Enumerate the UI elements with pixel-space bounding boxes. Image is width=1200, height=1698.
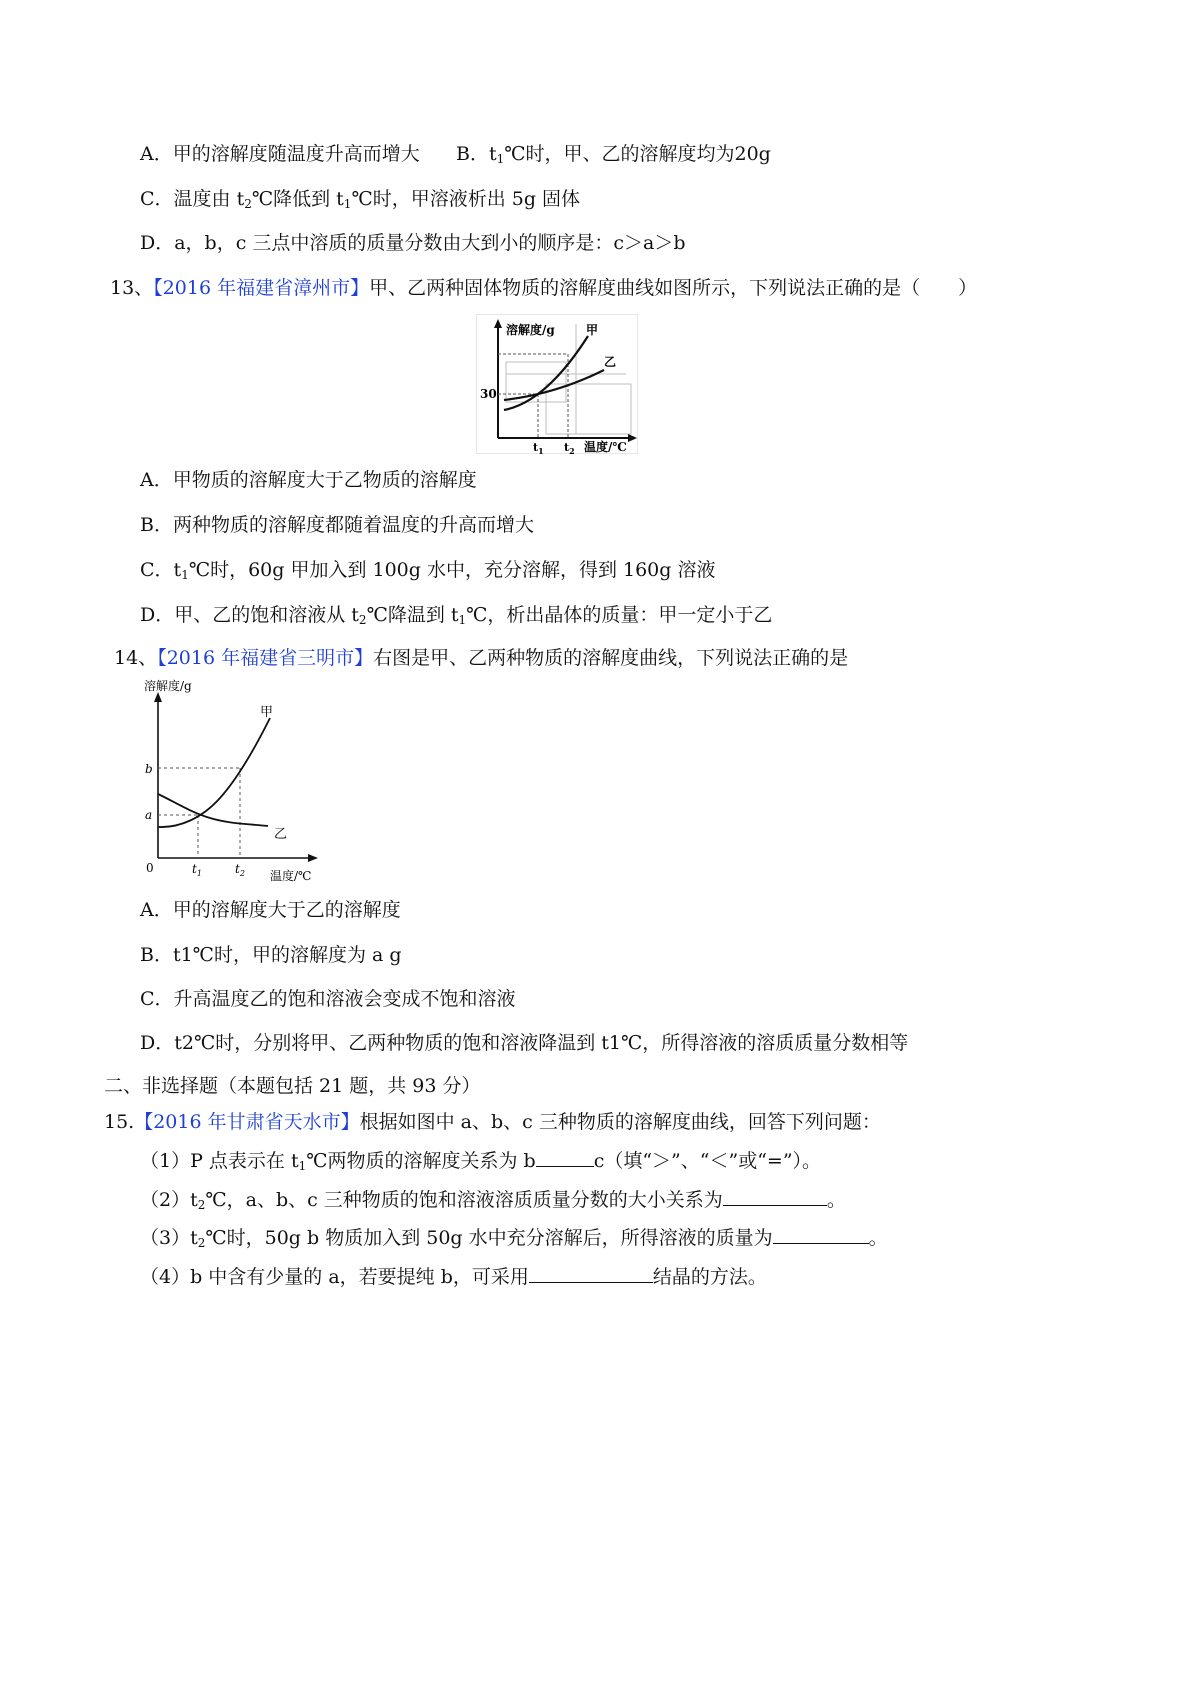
- q15-s2-pre: （2）t: [140, 1189, 198, 1211]
- q12-option-d: [140, 231, 686, 255]
- q12-option-a: [140, 142, 420, 166]
- q14-label-yi: 乙: [274, 827, 288, 842]
- q12-c-sub2: 1: [343, 197, 352, 211]
- q13-xtick-t1-sub: 1: [538, 446, 544, 454]
- q14-origin: 0: [146, 861, 154, 875]
- q14-xtick-t2-sub: 2: [239, 869, 245, 878]
- q15-s2-post: ℃，a、b、c 三种物质的饱和溶液溶质质量分数的大小关系为: [205, 1189, 723, 1211]
- q13-xtick-t2-main: t: [564, 441, 570, 454]
- q14-xtick-t1-sub: 1: [196, 869, 202, 878]
- q13-c-pre: C．t: [140, 559, 182, 581]
- q13-option-d: [140, 603, 772, 627]
- q13-stem-text: 甲、乙两种固体物质的溶解度曲线如图所示，下列说法正确的是（ ）: [369, 277, 978, 299]
- q13-source: 【2016 年福建省漳州市】: [153, 277, 370, 299]
- q15-s1-answer-blank[interactable]: [536, 1148, 594, 1167]
- q15-subquestion-1: [140, 1148, 821, 1173]
- q13-d-pre: D．甲、乙的饱和溶液从 t: [140, 604, 359, 626]
- q13-option-b: [140, 513, 534, 537]
- q14-stem: [114, 646, 848, 670]
- q15-s2-sub: 2: [197, 1198, 206, 1212]
- q12-option-b: [456, 142, 771, 166]
- q13-option-c: [140, 558, 715, 582]
- q13-d-mid: ℃降温到 t: [366, 604, 459, 626]
- q12-option-c: [140, 187, 580, 211]
- q14-option-a: [140, 898, 401, 922]
- q14-option-b-text: B．t1℃时，甲的溶解度为 a g: [140, 944, 402, 966]
- q14-solubility-figure: [140, 678, 330, 884]
- q15-number: 15.: [104, 1111, 135, 1133]
- q13-ylabel: 溶解度/g: [506, 323, 555, 337]
- q14-y-arrow: [154, 692, 162, 702]
- q15-s4-pre: （4）b 中含有少量的 a，若要提纯 b，可采用: [140, 1266, 529, 1288]
- q13-c-post: ℃时，60g 甲加入到 100g 水中，充分溶解，得到 160g 溶液: [188, 559, 716, 581]
- section-2-heading-text: 二、非选择题（本题包括 21 题，共 93 分）: [104, 1075, 481, 1097]
- q14-curve-jia: [158, 718, 270, 827]
- q13-stem: [110, 276, 977, 300]
- q12-b-sub: 1: [496, 152, 505, 166]
- q12-b-post: ℃时，甲、乙的溶解度均为20g: [504, 143, 771, 165]
- q14-option-d-text: D．t2℃时，分别将甲、乙两种物质的饱和溶液降温到 t1℃，所得溶液的溶质质量分数相等: [140, 1032, 909, 1054]
- q14-ytick-b: b: [145, 762, 153, 776]
- q14-xtick-t1-main: t: [192, 862, 197, 876]
- q14-stem-text: 右图是甲、乙两种物质的溶解度曲线，下列说法正确的是: [373, 647, 849, 669]
- q15-s4-post: 结晶的方法。: [652, 1266, 767, 1288]
- q14-source: 【2016 年福建省三明市】: [157, 647, 374, 669]
- q15-source: 【2016 年甘肃省天水市】: [134, 1111, 360, 1133]
- q14-number: 14、: [114, 647, 158, 669]
- q15-subquestion-2: [140, 1187, 846, 1212]
- q13-d-sub2: 1: [458, 613, 467, 627]
- q13-option-b-text: B．两种物质的溶解度都随着温度的升高而增大: [140, 514, 534, 536]
- q15-s1-pre: （1）P 点表示在 t: [140, 1150, 299, 1172]
- q14-option-b: [140, 943, 402, 967]
- q14-xtick-t2-main: t: [235, 862, 240, 876]
- q13-c-sub: 1: [181, 568, 189, 582]
- q14-label-jia: 甲: [260, 705, 274, 720]
- q15-stem-text: 根据如图中 a、b、c 三种物质的溶解度曲线，回答下列问题：: [359, 1111, 881, 1133]
- q15-s1-sub: 1: [298, 1159, 307, 1173]
- q13-label-jia: 甲: [586, 323, 599, 337]
- q14-curve-yi: [158, 794, 268, 826]
- q14-option-c-text: C．升高温度乙的饱和溶液会变成不饱和溶液: [140, 988, 516, 1010]
- q13-xtick-t2-sub: 2: [569, 446, 575, 454]
- q13-option-a-text: A．甲物质的溶解度大于乙物质的溶解度: [140, 469, 477, 491]
- q14-x-arrow: [308, 854, 318, 862]
- q15-s3-sub: 2: [197, 1236, 206, 1250]
- q14-option-a-text: A．甲的溶解度大于乙的溶解度: [140, 899, 401, 921]
- q15-s1-post: c（填“＞”、“＜”或“=”）。: [593, 1150, 822, 1172]
- q14-ylabel: 溶解度/g: [144, 679, 192, 693]
- q15-s3-end: 。: [868, 1227, 888, 1249]
- q15-s4-answer-blank[interactable]: [529, 1264, 653, 1283]
- q12-c-mid: ℃降低到 t: [251, 188, 344, 210]
- q13-solubility-figure: [476, 314, 638, 454]
- q15-s1-mid: ℃两物质的溶解度关系为 b: [306, 1150, 536, 1172]
- q15-subquestion-4: [140, 1264, 767, 1289]
- q14-ytick-a: a: [145, 808, 153, 822]
- q12-c-post: ℃时，甲溶液析出 5g 固体: [351, 188, 581, 210]
- q12-b-pre: B．t: [456, 143, 497, 165]
- q12-c-pre: C．温度由 t: [140, 188, 245, 210]
- q13-number: 13、: [110, 277, 154, 299]
- q12-option-d-text: D．a，b，c 三点中溶质的质量分数由大到小的顺序是：c＞a＞b: [140, 232, 686, 254]
- q13-label-yi: 乙: [604, 355, 617, 369]
- q15-s3-answer-blank[interactable]: [773, 1225, 869, 1244]
- q13-ytick-30: 30: [480, 387, 497, 401]
- q14-option-c: [140, 987, 516, 1011]
- q13-d-post: ℃，析出晶体的质量：甲一定小于乙: [466, 604, 773, 626]
- q15-s3-post: ℃时，50g b 物质加入到 50g 水中充分溶解后，所得溶液的质量为: [205, 1227, 773, 1249]
- section-2-heading: [104, 1074, 481, 1098]
- q14-xtick-t1: [192, 862, 202, 878]
- q15-s2-end: 。: [826, 1189, 846, 1211]
- q13-option-a: [140, 468, 477, 492]
- q13-xlabel: 温度/℃: [584, 440, 627, 454]
- q14-xlabel: 温度/℃: [270, 869, 312, 883]
- q14-option-d: [140, 1031, 908, 1055]
- q15-s2-answer-blank[interactable]: [723, 1187, 827, 1206]
- q15-s3-pre: （3）t: [140, 1227, 198, 1249]
- q15-subquestion-3: [140, 1225, 888, 1250]
- q12-c-sub1: 2: [244, 197, 252, 211]
- q14-xtick-t2: [235, 862, 245, 878]
- q13-d-sub1: 2: [358, 613, 367, 627]
- q15-stem: [104, 1110, 881, 1134]
- q13-xtick-t1-main: t: [533, 441, 539, 454]
- q12-option-a-text: A．甲的溶解度随温度升高而增大: [140, 143, 420, 165]
